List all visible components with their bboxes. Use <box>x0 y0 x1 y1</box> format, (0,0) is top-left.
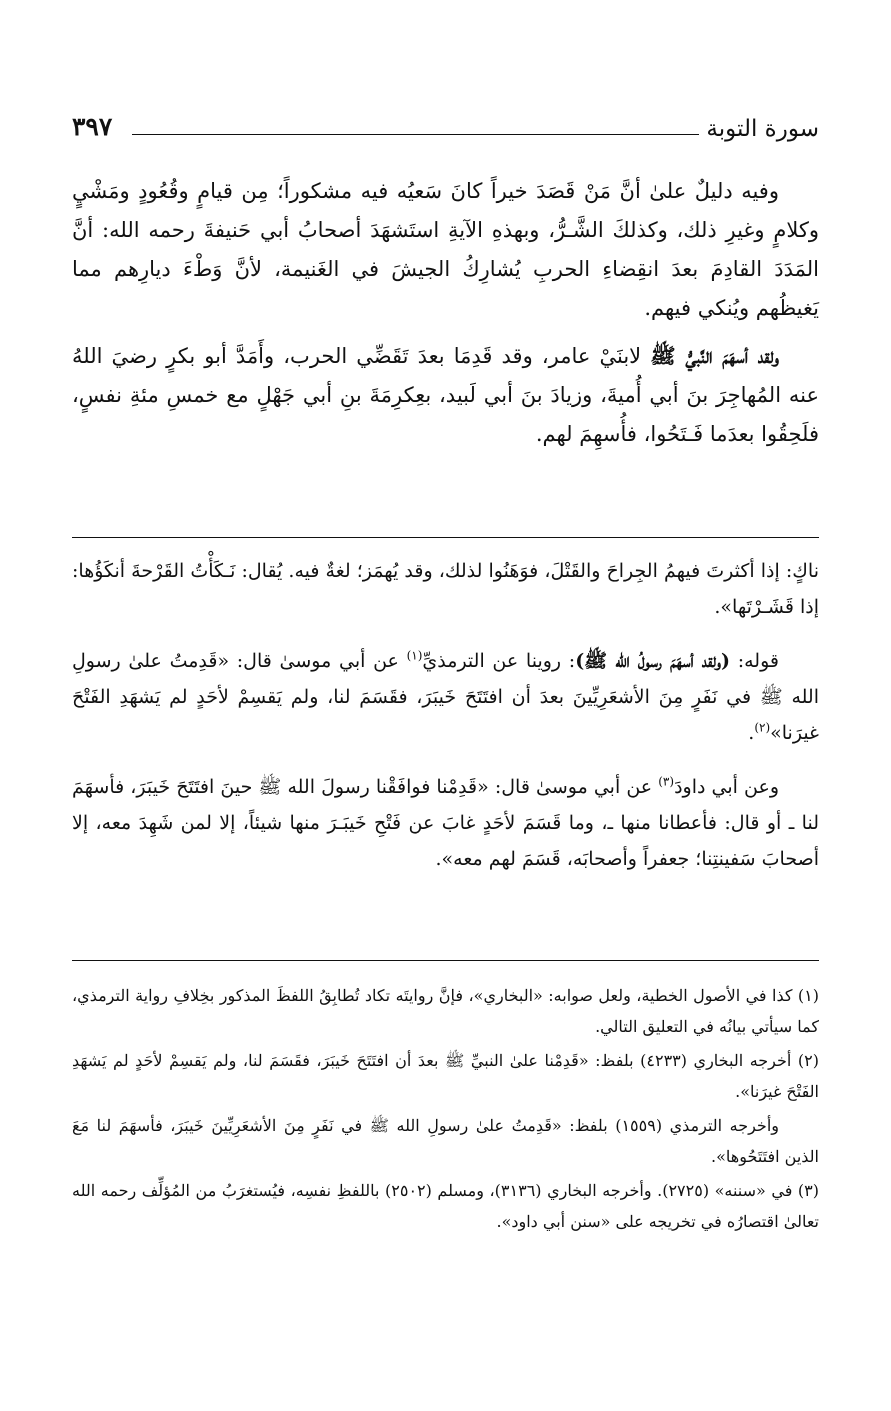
footnotes <box>72 980 819 1237</box>
footnote-3: (٣) في «سننه» (٢٧٢٥). وأخرجه البخاري (٣١٣٦)، ومسلم (٢٥٠٢) باللفظِ نفسِه، فيُستغرَبُ من المُؤلِّف رحمه الله تعالىٰ اقتصارُه في تخريجه على «سنن أبي داود». <box>72 1181 819 1231</box>
footnote-ref-3: (٣) <box>658 774 675 789</box>
commentary-p2-quote: (ولقد أسهَمَ رسولُ الله ﷺ) <box>575 650 731 672</box>
main-text <box>72 172 819 454</box>
footnote-2-continued: وأخرجه الترمذي (١٥٥٩) بلفظ: «قَدِمتُ علىٰ رسولِ الله ﷺ في نَفَرٍ مِنَ الأشعَرِيِّينَ خَيبَرَ، فأسهَمَ لنا مَعَ الذين افتَتَحُوها». <box>72 1116 819 1166</box>
commentary <box>72 553 819 877</box>
commentary-paragraph-3 <box>72 769 819 877</box>
commentary-p2-mid: : روينا عن الترمذيِّ <box>422 650 576 672</box>
page-number: ٣٩٧ <box>72 112 113 141</box>
main-paragraph-2 <box>72 336 819 454</box>
commentary-p2-prefix: قوله: <box>730 650 779 672</box>
main-paragraph-2-lead: ولقد أسهَمَ النَّبيُّ ﷺ <box>650 343 779 368</box>
commentary-p3-a: وعن أبي داودَ <box>674 776 779 798</box>
commentary-p2-after: عن أبي موسىٰ قال: «قَدِمتُ علىٰ رسولِ الله ﷺ في نَفَرٍ مِنَ الأشعَرِيِّينَ بعدَ أن افتَتَحَ خَيبَرَ، فقَسَمَ لنا، ولم يَقسِمْ لأحَدٍ لم يَشهَدِ الفَتْحَ غيرَنا» <box>72 650 819 744</box>
surah-title: سورة التوبة <box>706 116 819 142</box>
book-page <box>72 0 819 1411</box>
commentary-p2-end: . <box>748 722 755 744</box>
footnote-2: (٢) أخرجه البخاري (٤٢٣٣) بلفظ: «قَدِمْنا علىٰ النبيِّ ﷺ بعدَ أن افتَتَحَ خَيبَرَ، فقَسَمَ لنا، ولم يَقسِمْ لأحَدٍ لم يَشهَدِ الفَتْحَ غيرَنا». <box>72 1051 819 1101</box>
footnote-ref-2: (٢) <box>754 720 771 735</box>
text-commentary-divider <box>72 537 819 538</box>
commentary-paragraph-2 <box>72 643 819 751</box>
main-paragraph-1: وفيه دليلٌ علىٰ أنَّ مَنْ قَصَدَ خيراً كانَ سَعيُه فيه مشكوراً؛ مِن قيامٍ وقُعُودٍ ومَشْيٍ وكلامٍ وغيرِ ذلك، وكذلكَ الشَّـرُّ، وبهذهِ الآيةِ استَشهَدَ أصحابُ أبي حَنيفةَ رحمه الله: أنَّ المَدَدَ القادِمَ بعدَ انقِضاءِ الحربِ يُشارِكُ الجيشَ في الغَنيمة، لأنَّ وَطْءَ ديارِهم مما يَغيظُهم ويُنكي فيهم. <box>72 179 819 320</box>
header-rule <box>132 134 699 135</box>
running-header <box>72 112 819 152</box>
footnote-1: (١) كذا في الأصول الخطية، ولعل صوابه: «البخاري»، فإنَّ روايتَه تكاد تُطابِقُ اللفظَ المذكور بخِلافِ رواية الترمذي، كما سيأتي بيانُه في التعليق التالي. <box>72 986 819 1036</box>
commentary-p3-b: عن أبي موسىٰ قال: «قَدِمْنا فوافَقْنا رسولَ الله ﷺ حينَ افتَتَحَ خَيبَرَ، فأسهَمَ لنا ـ أو قال: فأعطانا منها ـ، وما قَسَمَ لأحَدٍ غابَ عن فَتْحِ خَيبَـرَ منها شيئاً، إلا لمن شَهِدَ معه، إلا أصحابَ سَفينتِنا؛ جعفراً وأصحابَه، قَسَمَ لهم معه». <box>72 776 819 870</box>
footnote-rule <box>72 960 819 961</box>
commentary-paragraph-1: ناكٍ: إذا أكثرتَ فيهمُ الجِراحَ والقَتْلَ، فوَهَنُوا لذلك، وقد يُهمَز؛ لغةٌ فيه. يُقال: نَـكَأْتُ القَرْحةَ أنكَؤُها: إذا قَشَـرْتَها». <box>72 560 819 618</box>
main-paragraph-2-rest: لابنَيْ عامر، وقد قَدِمَا بعدَ تَقَضِّي الحرب، وأَمَدَّ أبو بكرٍ رضيَ اللهُ عنه المُهاجِرَ بنَ أبي أُميةَ، وزيادَ بنَ أبي لَبيد، بعِكرِمَةَ بنِ أبي جَهْلٍ مع خمسِ مئةِ نفسٍ، فلَحِقُوا بعدَما فَـتَحُوا، فأُسهِمَ لهم. <box>72 344 819 446</box>
footnote-ref-1: (١) <box>406 648 423 663</box>
